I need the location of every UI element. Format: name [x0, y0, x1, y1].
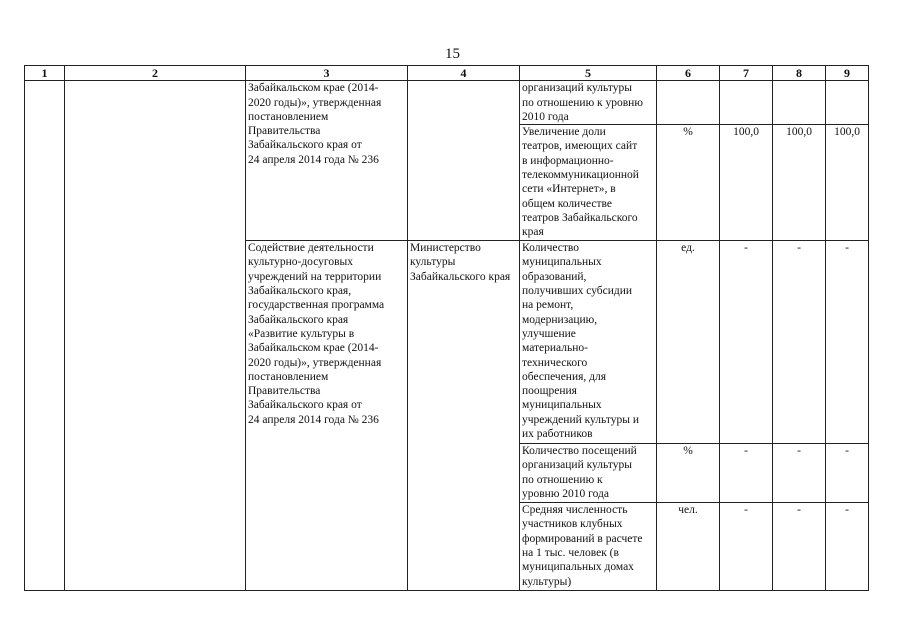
cell-value: 100,0	[826, 125, 869, 241]
cell-value: -	[826, 241, 869, 444]
cell-indicator: Увеличение доли театров, имеющих сайт в информационно- телекоммуникационной сети «Интернет», в общем количестве театров Забайкальского края	[520, 125, 657, 241]
cell-value: -	[720, 444, 773, 503]
cell-value: -	[826, 444, 869, 503]
column-header: 5	[520, 66, 657, 81]
column-header: 6	[657, 66, 720, 81]
cell-value	[826, 81, 869, 125]
cell-value	[720, 81, 773, 125]
cell-value: -	[773, 503, 826, 591]
column-header: 1	[25, 66, 65, 81]
cell-number	[25, 81, 65, 591]
cell-executor	[408, 81, 520, 241]
column-header: 3	[246, 66, 408, 81]
cell-unit: чел.	[657, 503, 720, 591]
cell-unit: %	[657, 125, 720, 241]
cell-unit: %	[657, 444, 720, 503]
cell-value: 100,0	[720, 125, 773, 241]
column-header: 7	[720, 66, 773, 81]
cell-event	[65, 81, 246, 591]
column-header: 2	[65, 66, 246, 81]
indicators-table	[24, 65, 869, 591]
cell-value: -	[773, 241, 826, 444]
cell-indicator: Количество муниципальных образований, получивших субсидии на ремонт, модернизацию, улучшение материально- технического обеспечения, для поощрения муниципальных учреждений культуры и их работников	[520, 241, 657, 444]
cell-program: Забайкальском крае (2014- 2020 годы)», утвержденная постановлением Правительства Забайкальского края от 24 апреля 2014 года № 236	[246, 81, 408, 241]
cell-value: 100,0	[773, 125, 826, 241]
header-row	[25, 66, 869, 81]
cell-executor: Министерство культуры Забайкальского края	[408, 241, 520, 591]
cell-unit: ед.	[657, 241, 720, 444]
column-header: 4	[408, 66, 520, 81]
cell-value: -	[720, 503, 773, 591]
page-number: 15	[445, 46, 460, 62]
cell-unit	[657, 81, 720, 125]
column-header: 9	[826, 66, 869, 81]
cell-value	[773, 81, 826, 125]
cell-value: -	[773, 444, 826, 503]
cell-value: -	[826, 503, 869, 591]
cell-value: -	[720, 241, 773, 444]
table-row	[25, 81, 869, 125]
cell-indicator: Количество посещений организаций культуры по отношению к уровню 2010 года	[520, 444, 657, 503]
cell-indicator: организаций культуры по отношению к уровню 2010 года	[520, 81, 657, 125]
column-header: 8	[773, 66, 826, 81]
cell-indicator: Средняя численность участников клубных формирований в расчете на 1 тыс. человек (в муниципальных домах культуры)	[520, 503, 657, 591]
cell-program: Содействие деятельности культурно-досуговых учреждений на территории Забайкальского края, государственная программа Забайкальского края «Развитие культуры в Забайкальском крае (2014- 2020 годы)», утвержденная постановлением Правительства Забайкальского края от 24 апреля 2014 года № 236	[246, 241, 408, 591]
